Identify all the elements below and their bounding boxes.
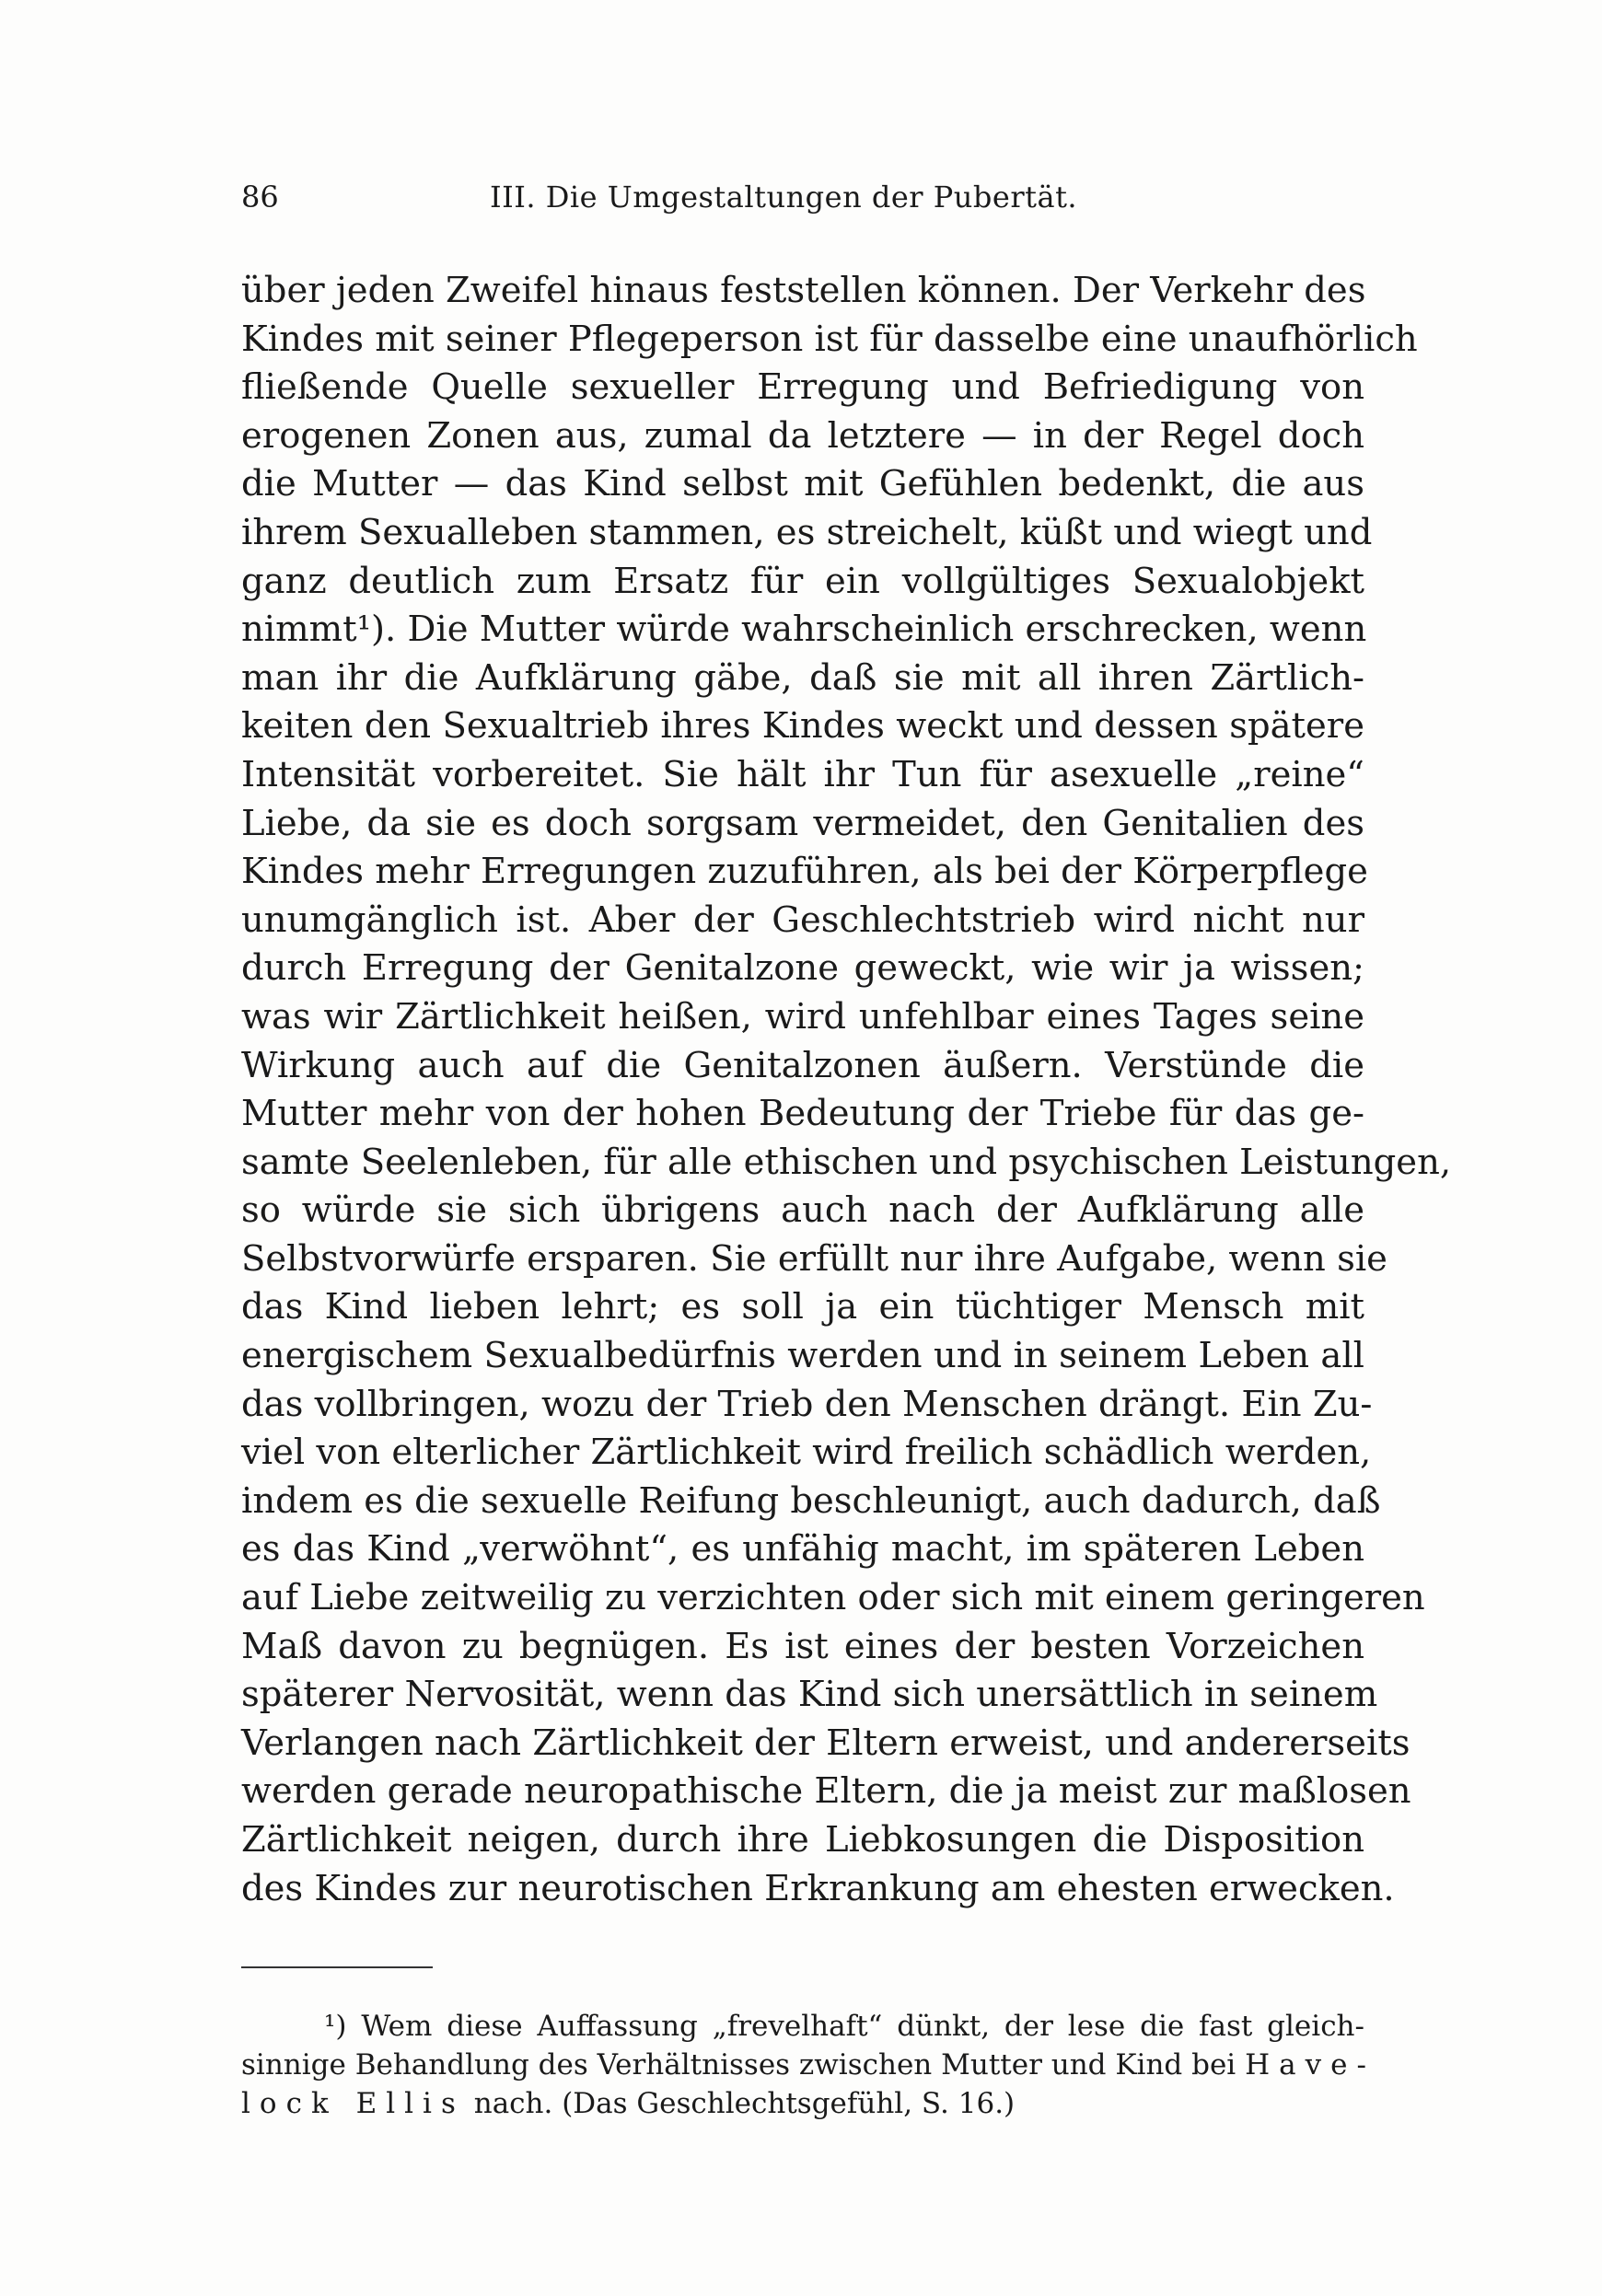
footnote-author-name: Have- [1245, 2048, 1376, 2081]
text-line: keiten den Sexualtrieb ihres Kindes weckt und dessen spätere [241, 705, 1364, 748]
text-line: durch Erregung der Genitalzone geweckt, wie wir ja wissen; [241, 947, 1364, 990]
text-line: das Kind lieben lehrt; es soll ja ein tüchtiger Mensch mit [241, 1286, 1364, 1328]
text-line: ganz deutlich zum Ersatz für ein vollgültiges Sexualobjekt [241, 560, 1364, 602]
text-line: was wir Zärtlichkeit heißen, wird unfehlbar eines Tages seine [241, 995, 1364, 1038]
text-line: nimmt¹). Die Mutter würde wahrscheinlich erschrecken, wenn [241, 609, 1367, 651]
text-line: über jeden Zweifel hinaus feststellen können. Der Verkehr des [241, 270, 1366, 311]
text-line: Verlangen nach Zärtlichkeit der Eltern erweist, und andererseits [241, 1722, 1410, 1764]
text-line: werden gerade neuropathische Eltern, die ja meist zur maßlosen [241, 1770, 1411, 1813]
body-text [241, 267, 1452, 1913]
footnote-divider [241, 1966, 433, 1968]
footnote-line [241, 2046, 1376, 2084]
text-line: ihrem Sexualleben stammen, es streichelt, küßt und wiegt und [241, 511, 1373, 553]
text-line: Maß davon zu begnügen. Es ist eines der besten Vorzeichen [241, 1625, 1364, 1667]
text-line: späterer Nervosität, wenn das Kind sich unersättlich in seinem [241, 1674, 1378, 1716]
text-line: Intensität vorbereitet. Sie hält ihr Tun für asexuelle „reine“ [241, 753, 1364, 795]
text-line: man ihr die Aufklärung gäbe, daß sie mit all ihren Zärtlich- [241, 656, 1364, 699]
text-line: Selbstvorwürfe ersparen. Sie erfüllt nur ihre Aufgabe, wenn sie [241, 1237, 1387, 1280]
text-line: energischem Sexualbedürfnis werden und in seinem Leben all [241, 1335, 1364, 1377]
footnote-text: nach. (Das Geschlechtsgefühl, S. 16.) [464, 2087, 1016, 2120]
text-line: auf Liebe zeitweilig zu verzichten oder sich mit einem geringeren [241, 1577, 1425, 1619]
text-line: unumgänglich ist. Aber der Geschlechtstrieb wird nicht nur [241, 899, 1364, 941]
text-line: viel von elterlicher Zärtlichkeit wird freilich schädlich werden, [241, 1432, 1372, 1474]
text-line: indem es die sexuelle Reifung beschleunigt, auch dadurch, daß [241, 1479, 1381, 1522]
text-line: Liebe, da sie es doch sorgsam vermeidet, den Genitalien des [241, 802, 1364, 844]
footnote-line [241, 2084, 1364, 2123]
text-line: Kindes mit seiner Pflegeperson ist für dasselbe eine unaufhörlich [241, 318, 1418, 360]
running-head: III. Die Umgestaltungen der Pubertät. [490, 180, 1078, 215]
text-line: Zärtlichkeit neigen, durch ihre Liebkosungen die Disposition [241, 1819, 1364, 1861]
footnote-line: ¹) Wem diese Auffassung „frevelhaft“ dünkt, der lese die fast gleich- [324, 2010, 1364, 2043]
text-line: Kindes mehr Erregungen zuzuführen, als bei der Körperpflege [241, 851, 1368, 893]
page-header [241, 173, 1364, 221]
page-number: 86 [241, 180, 279, 215]
text-line: samte Seelenleben, für alle ethischen und psychischen Leistungen, [241, 1141, 1452, 1183]
text-line: fließende Quelle sexueller Erregung und Befriedigung von [241, 366, 1364, 409]
text-line: des Kindes zur neurotischen Erkrankung am ehesten erwecken. [241, 1867, 1395, 1909]
text-line: die Mutter — das Kind selbst mit Gefühlen bedenkt, die aus [241, 463, 1364, 505]
footnote [241, 2007, 1376, 2123]
text-line: es das Kind „verwöhnt“, es unfähig macht, im späteren Leben [241, 1528, 1364, 1571]
footnote-text: sinnige Behandlung des Verhältnisses zwischen Mutter und Kind bei [241, 2048, 1246, 2081]
text-line: erogenen Zonen aus, zumal da letztere — in der Regel doch [241, 414, 1364, 457]
footnote-author-name: lock Ellis [241, 2087, 465, 2120]
text-line: das vollbringen, wozu der Trieb den Menschen drängt. Ein Zu- [241, 1383, 1373, 1425]
text-line: Wirkung auch auf die Genitalzonen äußern. Verstünde die [241, 1044, 1364, 1086]
text-line: Mutter mehr von der hohen Bedeutung der Triebe für das ge- [241, 1093, 1364, 1135]
text-line: so würde sie sich übrigens auch nach der Aufklärung alle [241, 1189, 1364, 1232]
